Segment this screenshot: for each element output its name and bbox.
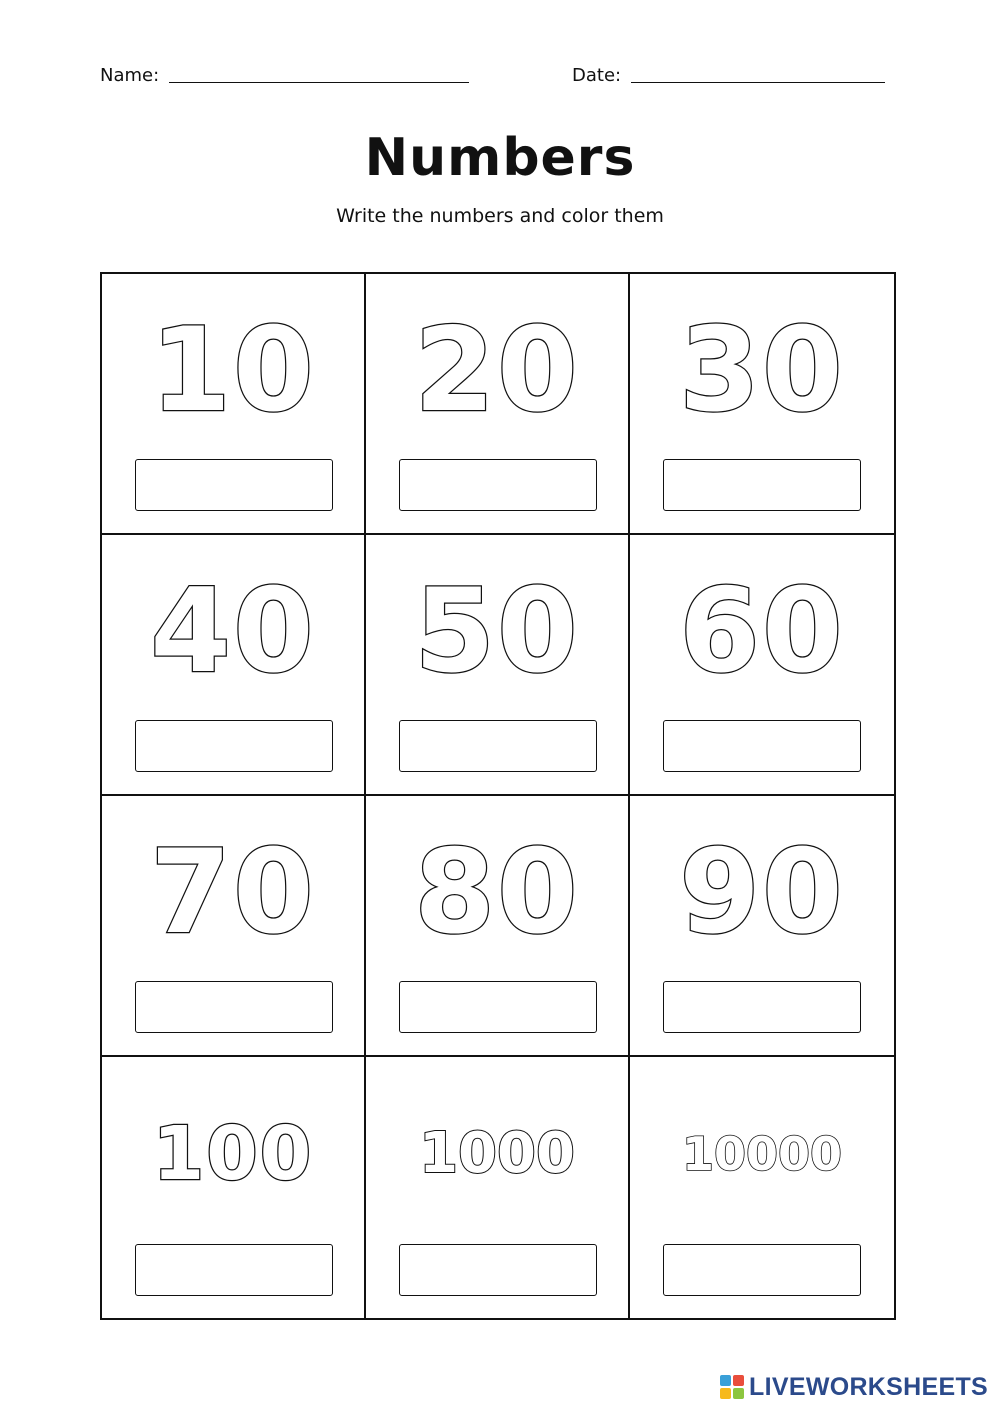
answer-box[interactable] [399,981,597,1033]
number-card [102,1057,366,1318]
outlined-number: 30 [679,303,845,438]
outlined-number: 40 [150,564,316,699]
number-card [630,535,894,796]
number-card [366,1057,630,1318]
page-title: Numbers [364,128,636,188]
answer-box[interactable] [663,720,861,772]
outlined-number: 100 [152,1111,314,1197]
number-card [102,274,366,535]
date-label: Date: [572,65,622,86]
liveworksheets-brand [719,1372,988,1402]
date-field [572,62,885,86]
answer-box[interactable] [663,981,861,1033]
outlined-number: 90 [679,825,845,960]
outlined-number: 10000 [681,1127,843,1181]
name-input[interactable] [169,62,469,83]
number-card [366,274,630,535]
answer-box[interactable] [135,459,333,511]
number-card [102,796,366,1057]
name-field [100,62,469,86]
answer-box[interactable] [135,1244,333,1296]
number-card [630,796,894,1057]
liveworksheets-logo-icon [719,1374,745,1400]
instructions: Write the numbers and color them [336,205,664,227]
answer-box[interactable] [135,981,333,1033]
answer-box[interactable] [399,459,597,511]
outlined-number: 20 [414,303,580,438]
outlined-number: 60 [679,564,845,699]
outlined-number: 10 [150,303,316,438]
answer-box[interactable] [663,459,861,511]
number-card [366,535,630,796]
number-card [366,796,630,1057]
answer-box[interactable] [399,720,597,772]
number-card [630,1057,894,1318]
outlined-number: 50 [414,564,580,699]
name-label: Name: [100,65,160,86]
outlined-number: 70 [150,825,316,960]
outlined-number: 80 [414,825,580,960]
numbers-grid [100,272,896,1320]
number-card [102,535,366,796]
brand-text: LIVEWORKSHEETS [749,1373,988,1401]
answer-box[interactable] [663,1244,861,1296]
answer-box[interactable] [399,1244,597,1296]
date-input[interactable] [631,62,885,83]
number-card [630,274,894,535]
outlined-number: 1000 [419,1121,575,1186]
answer-box[interactable] [135,720,333,772]
